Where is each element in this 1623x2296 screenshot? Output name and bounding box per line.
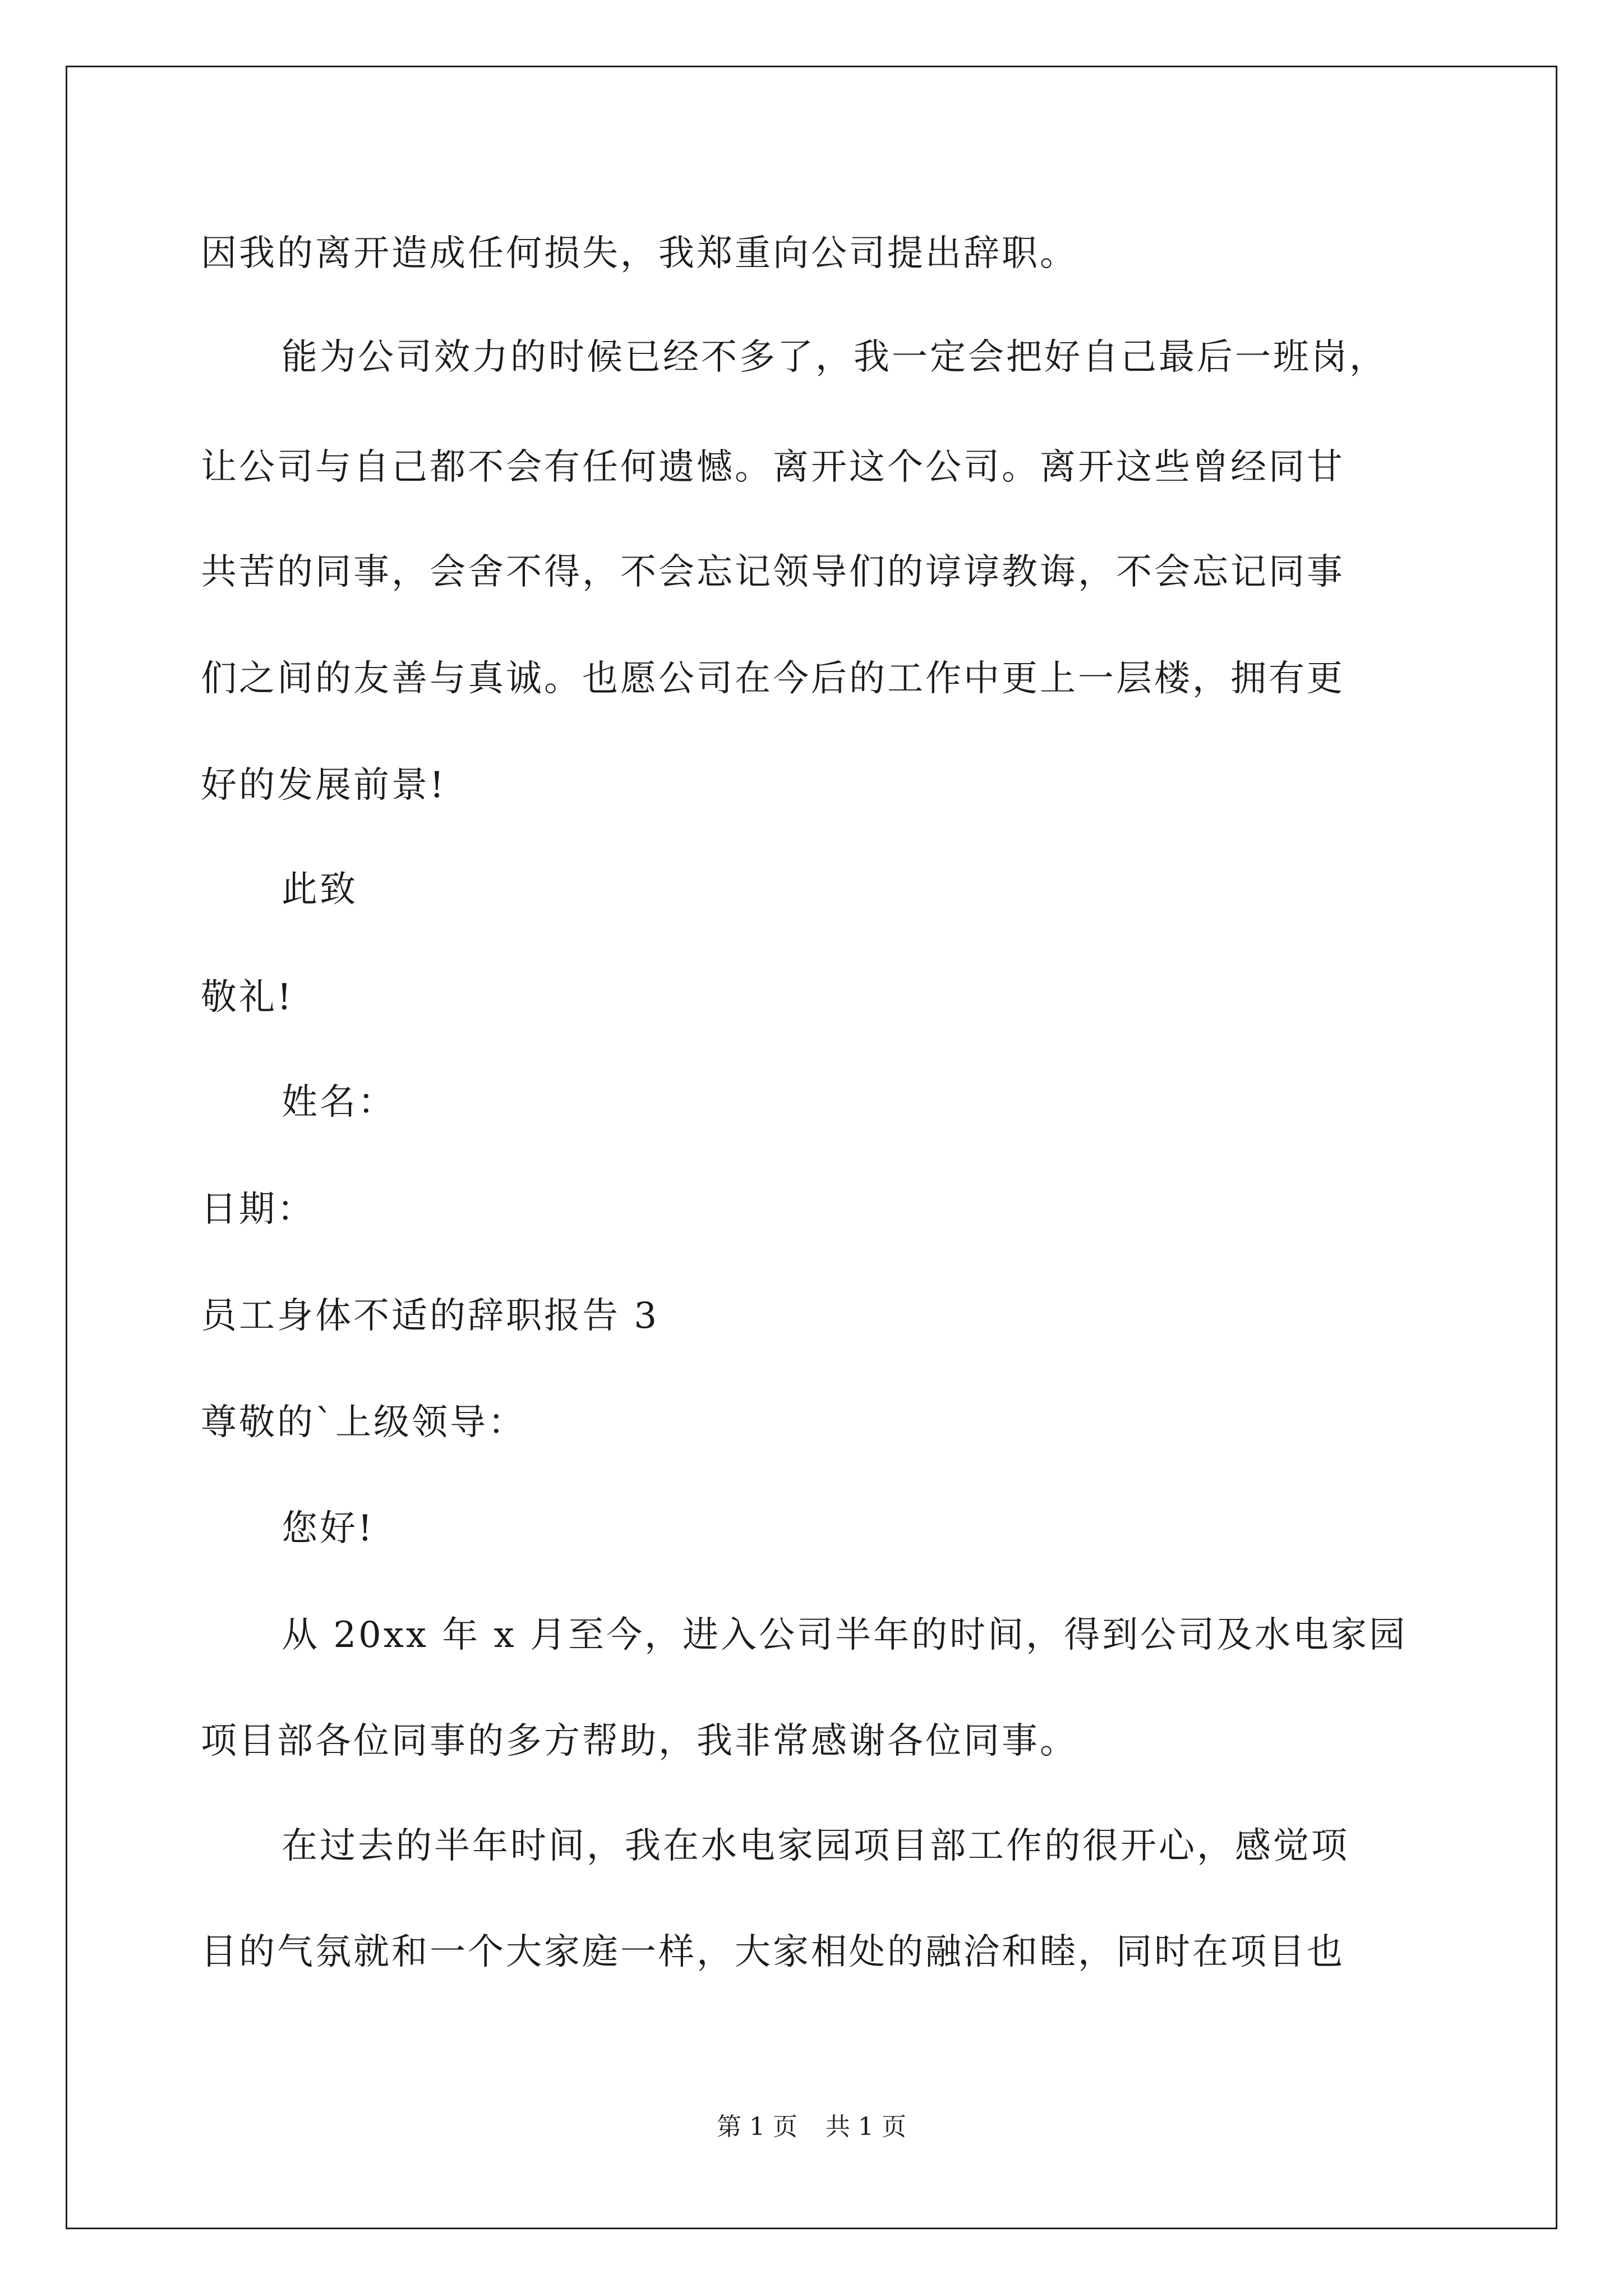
- text-line-1: 因我的离开造成任何损失，我郑重向公司提出辞职。: [201, 233, 1078, 274]
- text-line-14: 从 20xx 年 x 月至今，进入公司半年的时间，得到公司及水电家园: [282, 1614, 1408, 1656]
- text-line-5: 们之间的友善与真诚。也愿公司在今后的工作中更上一层楼，拥有更: [201, 658, 1345, 700]
- salutation-line: 此致: [282, 869, 358, 910]
- recipient-line: 尊敬的`上级领导：: [201, 1402, 526, 1443]
- page-number: 第 1 页: [717, 2113, 797, 2141]
- text-line-17: 目的气氛就和一个大家庭一样，大家相处的融洽和睦，同时在项目也: [201, 1931, 1345, 1973]
- page-border: [66, 66, 1557, 2229]
- text-line-3: 让公司与自己都不会有任何遗憾。离开这个公司。离开这些曾经同甘: [201, 447, 1345, 488]
- text-line-15: 项目部各位同事的多方帮助，我非常感谢各位同事。: [201, 1720, 1078, 1762]
- text-line-6: 好的发展前景!: [201, 765, 446, 806]
- text-line-16: 在过去的半年时间，我在水电家园项目部工作的很开心，感觉项: [282, 1825, 1349, 1867]
- section-title: 员工身体不适的辞职报告 3: [201, 1295, 660, 1337]
- text-line-2: 能为公司效力的时候已经不多了，我一定会把好自己最后一班岗，: [282, 337, 1387, 378]
- name-field-label: 姓名：: [282, 1082, 396, 1123]
- text-line-4: 共苦的同事，会舍不得，不会忘记领导们的谆谆教诲，不会忘记同事: [201, 551, 1345, 593]
- greeting-line: 您好!: [282, 1508, 375, 1549]
- page-total: 共 1 页: [826, 2113, 906, 2141]
- date-field-label: 日期：: [201, 1189, 315, 1230]
- page-footer: [0, 2111, 1623, 2143]
- regards-line: 敬礼!: [201, 977, 294, 1018]
